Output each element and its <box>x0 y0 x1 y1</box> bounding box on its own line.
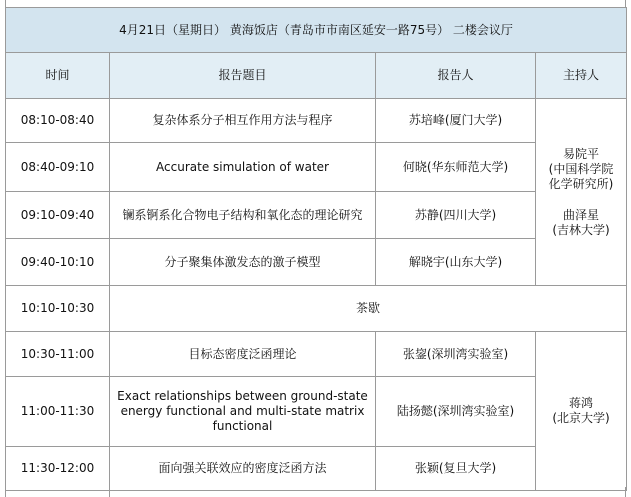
table-row <box>6 332 627 377</box>
break-label: 茶歇 <box>110 286 627 332</box>
chair-cell <box>536 332 627 491</box>
break-row <box>6 286 627 332</box>
topic-cell: 目标态密度泛函理论 <box>110 332 376 377</box>
table-row <box>6 239 627 286</box>
topic-cell: Exact relationships between ground-state energy functional and multi-state matrix functional <box>110 377 376 447</box>
topic-cell: 分子聚集体激发态的激子模型 <box>110 239 376 286</box>
speaker-cell: 苏培峰(厦门大学) <box>376 99 536 143</box>
header-row <box>6 53 627 99</box>
table-row <box>6 143 627 192</box>
chair-affiliation: (北京大学) <box>552 411 610 425</box>
header-speaker: 报告人 <box>376 53 536 99</box>
speaker-cell: 张颖(复旦大学) <box>376 447 536 491</box>
chair-affiliation: (中国科学院 <box>548 161 614 176</box>
time-cell: 11:00-11:30 <box>6 377 110 447</box>
topic-cell: 面向强关联效应的密度泛函方法 <box>110 447 376 491</box>
session-title: 4月21日（星期日） 黄海饭店（青岛市市南区延安一路75号） 二楼会议厅 <box>6 8 627 53</box>
chair-cell <box>536 99 627 286</box>
time-cell: 08:40-09:10 <box>6 143 110 192</box>
speaker-cell: 苏静(四川大学) <box>376 192 536 239</box>
header-chair: 主持人 <box>536 53 627 99</box>
table-row <box>6 377 627 447</box>
header-topic: 报告题目 <box>110 53 376 99</box>
title-row <box>6 8 627 53</box>
speaker-cell: 陆扬懿(深圳湾实验室) <box>376 377 536 447</box>
speaker-cell: 何晓(华东师范大学) <box>376 143 536 192</box>
table-row <box>6 447 627 491</box>
time-cell: 09:10-09:40 <box>6 192 110 239</box>
chair-affiliation: (吉林大学) <box>552 222 610 237</box>
table-row <box>6 99 627 143</box>
topic-cell: 镧系锕系化合物电子结构和氧化态的理论研究 <box>110 192 376 239</box>
topic-cell: 复杂体系分子相互作用方法与程序 <box>110 99 376 143</box>
time-cell: 10:30-11:00 <box>6 332 110 377</box>
time-cell: 08:10-08:40 <box>6 99 110 143</box>
column-divider <box>109 487 110 497</box>
schedule-table <box>5 7 627 491</box>
table-row <box>6 192 627 239</box>
time-cell: 11:30-12:00 <box>6 447 110 491</box>
time-cell: 10:10-10:30 <box>6 286 110 332</box>
speaker-cell: 张鋆(深圳湾实验室) <box>376 332 536 377</box>
chair-name: 曲泽星 <box>562 207 599 222</box>
topic-cell: Accurate simulation of water <box>110 143 376 192</box>
chair-name: 易院平 <box>562 146 599 161</box>
chair-name: 蒋鸿 <box>568 396 593 410</box>
chair-affiliation: 化学研究所) <box>548 176 614 191</box>
header-time: 时间 <box>6 53 110 99</box>
next-row-stub <box>5 487 626 497</box>
time-cell: 09:40-10:10 <box>6 239 110 286</box>
speaker-cell: 解晓宇(山东大学) <box>376 239 536 286</box>
